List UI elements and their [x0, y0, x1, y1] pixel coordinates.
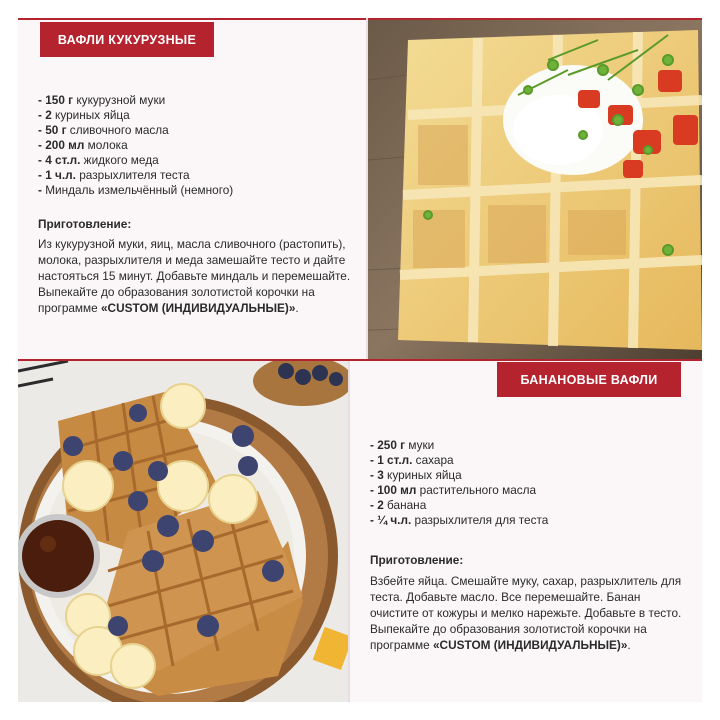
ingredient-item: - 150 г кукурузной муки: [38, 93, 166, 107]
recipe2-prep-text: Взбейте яйца. Смешайте муку, сахар, разрыхлитель для теста. Добавьте масло. Все перемешайте. Банан очистите от кожуры и мелко нарежьте. Добавьте в тесто. Выпекайте до образования золотистой корочки на программе «CUSTOM (ИНДИВИДУАЛЬНЫЕ)».: [370, 574, 682, 652]
ingredient-item: - 100 мл растительного масла: [370, 483, 537, 497]
ingredient-item: - 250 г муки: [370, 438, 435, 452]
ingredient-item: - 2 куриных яйца: [38, 108, 130, 122]
ingredient-item: - 1 ст.л. сахара: [370, 453, 454, 467]
ingredient-item: - 50 г сливочного масла: [38, 123, 169, 137]
ingredient-item: - 4 ст.л. жидкого меда: [38, 153, 159, 167]
recipe1-prep-title: Приготовление:: [38, 217, 132, 231]
ingredient-item: - 3 куриных яйца: [370, 468, 462, 482]
recipe1-prep-text: Из кукурузной муки, яиц, масла сливочного (растопить), молока, разрыхлителя и меда замешайте тесто и дайте настояться 15 минут. Добавьте миндаль и перемешайте. Выпекайте до образования золотистой корочки на программе «CUSTOM (ИНДИВИДУАЛЬНЫЕ)».: [38, 237, 351, 315]
recipe2-ingredients: [370, 438, 548, 528]
recipe1-ingredients: [38, 93, 233, 198]
ingredient-item: - 2 банана: [370, 498, 427, 512]
recipe2-title: БАНАНОВЫЕ ВАФЛИ: [497, 362, 681, 397]
bottom-vertical-divider: [348, 361, 350, 702]
ingredient-item: - Миндаль измельчённый (немного): [38, 183, 234, 197]
ingredient-item: - 1 ч.л. разрыхлителя теста: [38, 168, 190, 182]
banana-waffle-photo: [18, 361, 348, 702]
corn-waffle-photo: [368, 20, 702, 359]
ingredient-item: - 200 мл молока: [38, 138, 128, 152]
recipe2-prep-title: Приготовление:: [370, 553, 464, 567]
ingredient-item: - ¼ ч.л. разрыхлителя для теста: [370, 513, 549, 527]
recipe1-title: ВАФЛИ КУКУРУЗНЫЕ: [40, 22, 214, 57]
